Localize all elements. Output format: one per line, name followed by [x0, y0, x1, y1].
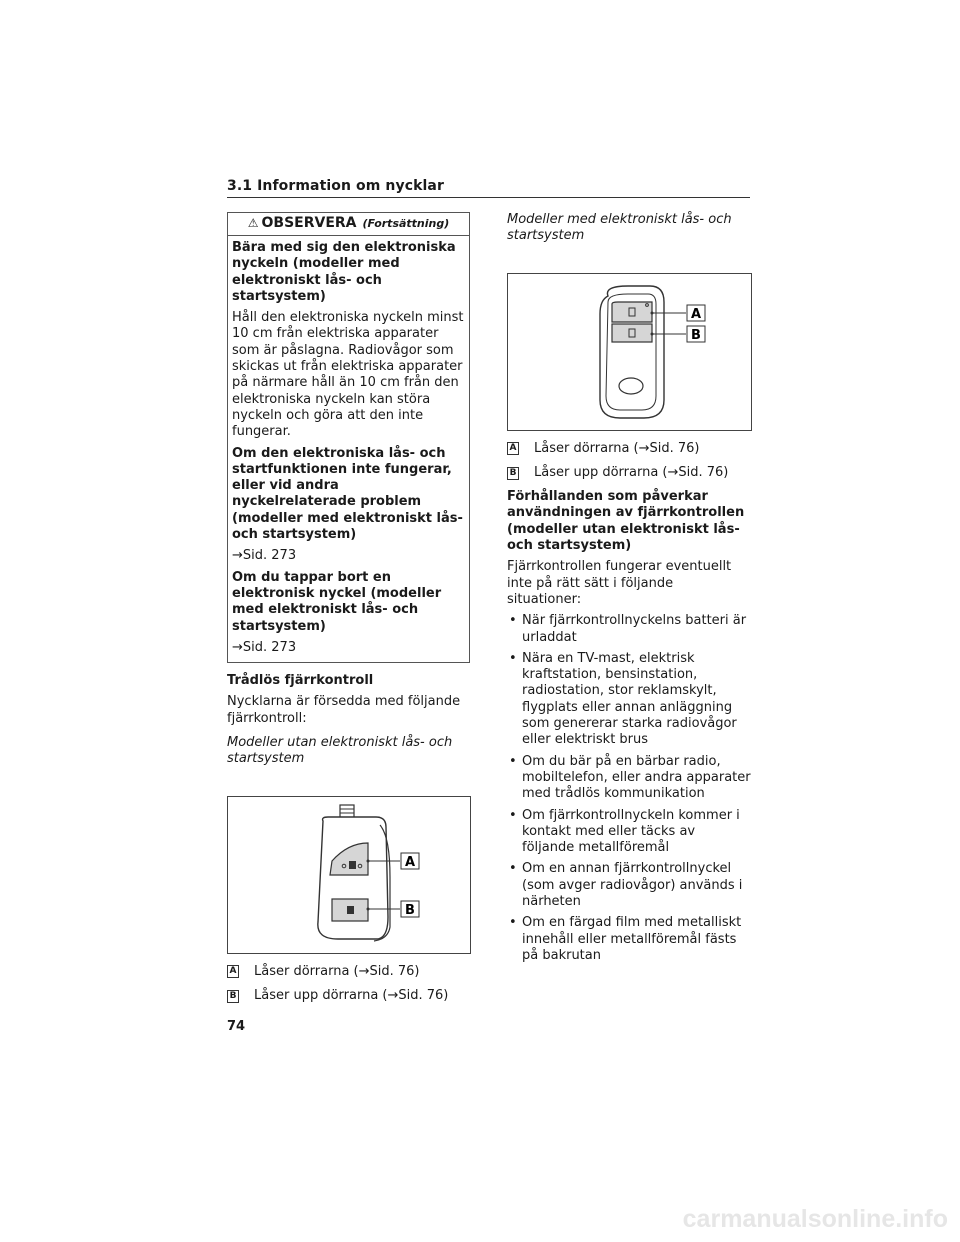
legend2-item-b	[507, 465, 751, 481]
list-item: • När fjärrkontrollnyckelns batteri är urladdat	[507, 613, 751, 646]
warning-text-1: Håll den elektroniska nyckeln minst 10 cm från elektriska apparater som är påslagna. Radiovågor som skickas ut från elektriska apparater på närmare håll än 10 cm från den elektroniska nyckeln kan störa nyckeln och göra att den inte fungerar.	[232, 310, 464, 440]
warning-title-bar	[228, 213, 469, 236]
legend-text-a: Låser dörrarna (→Sid. 76)	[254, 963, 420, 979]
figure-label-b: B	[405, 902, 415, 918]
badge2-a: A	[507, 442, 519, 455]
badge-b: B	[227, 990, 239, 1003]
warning-body	[228, 236, 469, 662]
list-item: • Om en annan fjärrkontrollnyckel (som avger radiovågor) används i närheten	[507, 861, 751, 910]
list-item: • Om en färgad film med metalliskt innehåll eller metallföremål fästs på bakrutan	[507, 915, 751, 964]
section-header: 3.1 Information om nycklar	[227, 178, 750, 198]
left-column	[227, 212, 470, 1012]
figure-label-a: A	[404, 854, 416, 870]
remote-key-illustration	[228, 797, 470, 953]
watermark: carmanualsonline.info	[682, 1205, 948, 1233]
remote-heading: Trådlös fjärrkontroll	[227, 673, 374, 689]
legend-item-a	[227, 964, 470, 980]
page-number: 74	[227, 1019, 246, 1034]
figure2-label-a: A	[690, 306, 702, 322]
remote-subheading: Modeller utan elektroniskt lås- och startsystem	[227, 735, 453, 767]
legend2-text-b: Låser upp dörrarna (→Sid. 76)	[534, 464, 729, 480]
legend-item-b	[227, 988, 470, 1004]
list-item: • Nära en TV-mast, elektrisk kraftstation, bensinstation, radiostation, stor reklamskylt, flygplats eller annan anläggning som genererar starka radiovågor eller elektriskt brus	[507, 651, 751, 749]
badge-a: A	[227, 965, 239, 978]
right-column	[507, 212, 751, 969]
badge2-b: B	[507, 467, 519, 480]
warning-text-3: →Sid. 273	[232, 639, 297, 655]
warning-triangle-icon: ⚠	[247, 216, 259, 230]
warning-heading-3: Om du tappar bort en elektronisk nyckel (modeller med elektroniskt lås- och startsystem)	[232, 569, 442, 634]
warning-heading-1: Bära med sig den elektroniska nyckeln (modeller med elektroniskt lås- och startsystem)	[232, 240, 456, 304]
figure-remote-key	[227, 796, 471, 954]
legend-text-b: Låser upp dörrarna (→Sid. 76)	[254, 987, 449, 1003]
smart-key-subheading: Modeller med elektroniskt lås- och startsystem	[507, 212, 732, 244]
conditions-intro: Fjärrkontrollen fungerar eventuellt inte på rätt sätt i följande situationer:	[507, 559, 732, 607]
warning-text-2: →Sid. 273	[232, 548, 297, 564]
legend2-item-a	[507, 441, 751, 457]
conditions-heading: Förhållanden som påverkar användningen av fjärrkontrollen (modeller utan elektroniskt lås- och startsystem)	[507, 489, 745, 554]
remote-intro: Nycklarna är försedda med följande fjärrkontroll:	[227, 694, 461, 726]
warning-box	[227, 212, 470, 663]
smart-key-illustration	[508, 274, 751, 430]
conditions-list	[507, 613, 751, 964]
warning-continuation: (Fortsättning)	[362, 217, 450, 230]
list-item: • Om du bär på en bärbar radio, mobiltelefon, eller andra apparater med trådlös kommunikation	[507, 754, 751, 803]
warning-heading-2: Om den elektroniska lås- och startfunktionen inte fungerar, eller vid andra nyckelrelaterade problem (modeller med elektroniskt lås- och startsystem)	[232, 445, 463, 543]
list-item: • Om fjärrkontrollnyckeln kommer i kontakt med eller täcks av följande metallföremål	[507, 808, 751, 857]
warning-title: OBSERVERA	[261, 215, 357, 231]
figure2-label-b: B	[691, 327, 701, 343]
legend2-text-a: Låser dörrarna (→Sid. 76)	[534, 440, 700, 456]
figure-smart-key	[507, 273, 752, 431]
